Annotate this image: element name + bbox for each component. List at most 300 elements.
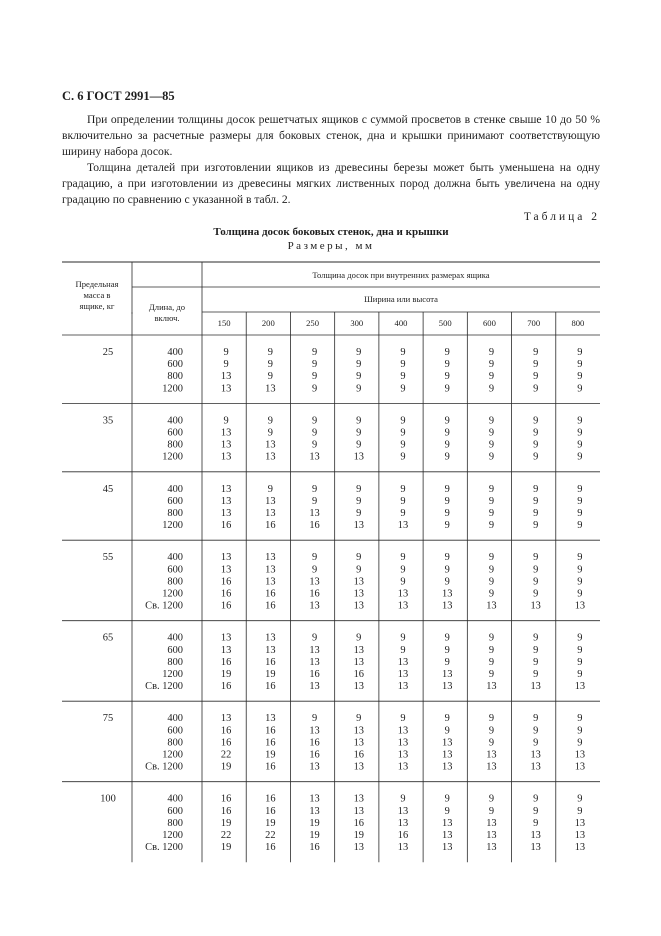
value-cell: 13 xyxy=(220,451,232,463)
value-cell: 9 xyxy=(533,359,539,371)
value-cell: 13 xyxy=(265,713,276,725)
value-cell: 9 xyxy=(577,576,583,588)
length-cell: 1200 xyxy=(162,830,183,841)
value-cell: 13 xyxy=(353,842,364,854)
value-cell: 9 xyxy=(533,656,539,668)
value-cell: 9 xyxy=(577,656,583,668)
length-cell: 800 xyxy=(167,817,183,829)
value-cell: 13 xyxy=(353,600,364,612)
value-cell: 9 xyxy=(577,632,583,644)
value-cell: 9 xyxy=(356,439,362,451)
value-cell: 13 xyxy=(309,761,320,773)
value-cell: 9 xyxy=(444,725,450,737)
value-cell: 13 xyxy=(353,656,364,668)
value-cell: 13 xyxy=(220,383,232,395)
value-cell: 13 xyxy=(530,749,541,761)
mass-cell-100: 100 xyxy=(100,793,116,805)
value-cell: 13 xyxy=(353,737,364,749)
value-cell: 9 xyxy=(400,347,406,358)
value-cell: 13 xyxy=(265,451,276,463)
value-cell: 9 xyxy=(311,564,318,576)
value-cell: 13 xyxy=(397,761,409,773)
value-cell: 9 xyxy=(444,644,450,656)
value-cell: 13 xyxy=(220,439,232,451)
value-cell: 9 xyxy=(444,495,450,507)
value-cell: 9 xyxy=(577,508,583,519)
value-cell: 13 xyxy=(574,842,586,854)
value-cell: 13 xyxy=(397,600,409,612)
value-cell: 13 xyxy=(309,508,320,519)
value-cell: 9 xyxy=(444,439,450,451)
value-cell: 9 xyxy=(444,793,450,805)
value-cell: 13 xyxy=(486,842,497,854)
value-cell: 13 xyxy=(397,520,409,532)
length-cell: 600 xyxy=(167,644,183,656)
value-cell: 13 xyxy=(486,761,497,773)
value-cell: 9 xyxy=(577,347,583,358)
value-cell: 13 xyxy=(353,520,364,532)
value-cell: 9 xyxy=(400,415,406,427)
value-cell: 9 xyxy=(356,564,362,576)
value-cell: 16 xyxy=(397,830,409,841)
value-cell: 9 xyxy=(488,669,495,680)
value-cell: 19 xyxy=(220,842,232,854)
length-cell: Св. 1200 xyxy=(145,842,183,854)
value-cell: 13 xyxy=(309,805,320,817)
value-cell: 9 xyxy=(488,632,495,644)
value-cell: 9 xyxy=(444,347,450,358)
value-cell: 13 xyxy=(265,552,276,564)
value-cell: 9 xyxy=(267,427,273,439)
value-cell: 13 xyxy=(265,439,276,451)
mass-header-line-3: ящике, кг xyxy=(79,301,115,311)
value-cell: 13 xyxy=(442,600,453,612)
value-cell: 9 xyxy=(444,552,450,564)
value-cell: 13 xyxy=(220,483,232,495)
value-cell: 9 xyxy=(533,588,539,600)
value-cell: 9 xyxy=(488,439,495,451)
value-cell: 9 xyxy=(533,483,539,495)
value-cell: 9 xyxy=(488,576,495,588)
value-cell: 13 xyxy=(397,681,409,693)
value-cell: 9 xyxy=(356,632,362,644)
value-cell: 16 xyxy=(265,737,276,749)
value-cell: 19 xyxy=(220,669,232,680)
value-cell: 9 xyxy=(311,483,318,495)
value-cell: 13 xyxy=(220,427,232,439)
value-cell: 9 xyxy=(533,520,539,532)
value-cell: 9 xyxy=(356,483,362,495)
value-cell: 9 xyxy=(400,793,406,805)
value-cell: 13 xyxy=(220,644,232,656)
value-cell: 22 xyxy=(220,830,232,841)
thickness-header: Толщина досок при внутренних размерах ящика xyxy=(312,270,490,280)
value-cell: 9 xyxy=(577,725,583,737)
value-cell: 16 xyxy=(353,817,364,829)
value-cell: 9 xyxy=(400,552,406,564)
value-cell: 9 xyxy=(400,451,406,463)
value-cell: 9 xyxy=(577,713,583,725)
value-cell: 13 xyxy=(353,725,364,737)
width-col-500: 500 xyxy=(438,318,452,328)
length-cell: 800 xyxy=(167,576,183,588)
value-cell: 9 xyxy=(577,552,583,564)
value-cell: 9 xyxy=(488,713,495,725)
length-cell: 400 xyxy=(167,793,183,805)
value-cell: 9 xyxy=(311,359,318,371)
value-cell: 16 xyxy=(309,588,320,600)
value-cell: 9 xyxy=(533,552,539,564)
value-cell: 16 xyxy=(309,737,320,749)
length-cell: 1200 xyxy=(162,669,183,680)
value-cell: 9 xyxy=(356,383,362,395)
length-cell: 1200 xyxy=(162,749,183,761)
value-cell: 9 xyxy=(488,805,495,817)
mass-cell-55: 55 xyxy=(102,552,114,564)
table-label: Таблица 2 xyxy=(523,211,600,223)
value-cell: 9 xyxy=(267,359,273,371)
value-cell: 13 xyxy=(442,669,453,680)
value-cell: 9 xyxy=(356,495,362,507)
value-cell: 9 xyxy=(311,713,318,725)
value-cell: 9 xyxy=(533,737,539,749)
value-cell: 19 xyxy=(309,830,320,841)
value-cell: 9 xyxy=(577,371,583,383)
value-cell: 13 xyxy=(309,681,320,693)
value-cell: 16 xyxy=(220,600,232,612)
value-cell: 9 xyxy=(488,644,495,656)
value-cell: 16 xyxy=(220,793,232,805)
value-cell: 22 xyxy=(220,749,232,761)
value-cell: 13 xyxy=(353,805,364,817)
value-cell: 9 xyxy=(444,371,450,383)
value-cell: 13 xyxy=(574,817,586,829)
value-cell: 9 xyxy=(533,669,539,680)
value-cell: 13 xyxy=(486,817,497,829)
value-cell: 9 xyxy=(444,805,450,817)
value-cell: 9 xyxy=(577,737,583,749)
value-cell: 9 xyxy=(267,483,273,495)
table-units: Размеры, мм xyxy=(287,240,375,252)
value-cell: 9 xyxy=(577,669,583,680)
value-cell: 9 xyxy=(577,451,583,463)
value-cell: 13 xyxy=(574,761,586,773)
value-cell: 13 xyxy=(486,681,497,693)
value-cell: 9 xyxy=(444,508,450,519)
value-cell: 9 xyxy=(577,520,583,532)
value-cell: 9 xyxy=(533,725,539,737)
value-cell: 9 xyxy=(400,713,406,725)
mass-cell-75: 75 xyxy=(102,713,114,725)
value-cell: 13 xyxy=(309,451,320,463)
length-cell: 1200 xyxy=(162,520,183,532)
value-cell: 13 xyxy=(397,737,409,749)
value-cell: 9 xyxy=(488,495,495,507)
value-cell: 9 xyxy=(577,644,583,656)
value-cell: 16 xyxy=(220,725,232,737)
length-cell: 400 xyxy=(167,552,183,564)
value-cell: 13 xyxy=(397,842,409,854)
value-cell: 13 xyxy=(353,761,364,773)
mass-header-line-1: Предельная xyxy=(75,279,119,289)
value-cell: 13 xyxy=(265,632,276,644)
value-cell: 9 xyxy=(488,347,495,358)
value-cell: 9 xyxy=(311,552,318,564)
value-cell: 9 xyxy=(267,415,273,427)
value-cell: 9 xyxy=(577,793,583,805)
value-cell: 13 xyxy=(397,805,409,817)
value-cell: 16 xyxy=(220,576,232,588)
value-cell: 19 xyxy=(265,749,276,761)
value-cell: 9 xyxy=(488,564,495,576)
value-cell: 13 xyxy=(220,713,232,725)
length-cell: 600 xyxy=(167,805,183,817)
value-cell: 19 xyxy=(265,669,276,680)
value-cell: 16 xyxy=(265,805,276,817)
width-col-600: 600 xyxy=(482,318,496,328)
value-cell: 9 xyxy=(400,371,406,383)
value-cell: 9 xyxy=(356,552,362,564)
length-cell: 800 xyxy=(167,508,183,519)
value-cell: 16 xyxy=(220,681,232,693)
value-cell: 9 xyxy=(444,564,450,576)
value-cell: 13 xyxy=(397,725,409,737)
value-cell: 9 xyxy=(444,359,450,371)
value-cell: 9 xyxy=(533,439,539,451)
value-cell: 9 xyxy=(533,564,539,576)
value-cell: 9 xyxy=(400,359,406,371)
length-cell: 400 xyxy=(167,632,183,644)
value-cell: 9 xyxy=(311,439,318,451)
value-cell: 13 xyxy=(442,681,453,693)
value-cell: 9 xyxy=(488,588,495,600)
value-cell: 9 xyxy=(577,805,583,817)
value-cell: 16 xyxy=(265,520,276,532)
value-cell: 13 xyxy=(353,644,364,656)
length-cell: 1200 xyxy=(162,588,183,600)
value-cell: 13 xyxy=(442,737,453,749)
value-cell: 9 xyxy=(488,520,495,532)
value-cell: 9 xyxy=(577,439,583,451)
value-cell: 13 xyxy=(309,793,320,805)
value-cell: 9 xyxy=(223,347,229,358)
width-col-200: 200 xyxy=(261,318,275,328)
value-cell: 9 xyxy=(577,564,583,576)
value-cell: 22 xyxy=(265,830,276,841)
value-cell: 19 xyxy=(220,761,232,773)
value-cell: 16 xyxy=(265,761,276,773)
mass-cell-65: 65 xyxy=(102,632,114,644)
value-cell: 9 xyxy=(356,427,362,439)
value-cell: 9 xyxy=(311,495,318,507)
value-cell: 9 xyxy=(311,415,318,427)
value-cell: 9 xyxy=(488,793,495,805)
value-cell: 13 xyxy=(397,656,409,668)
value-cell: 9 xyxy=(444,427,450,439)
value-cell: 9 xyxy=(400,439,406,451)
value-cell: 9 xyxy=(356,713,362,725)
value-cell: 9 xyxy=(400,495,406,507)
value-cell: 9 xyxy=(488,371,495,383)
length-cell: 600 xyxy=(167,495,183,507)
value-cell: 9 xyxy=(533,805,539,817)
value-cell: 9 xyxy=(488,552,495,564)
value-cell: 9 xyxy=(444,451,450,463)
value-cell: 9 xyxy=(400,644,406,656)
value-cell: 13 xyxy=(353,793,364,805)
length-cell: 600 xyxy=(167,427,183,439)
value-cell: 9 xyxy=(223,415,229,427)
length-cell: 600 xyxy=(167,564,183,576)
value-cell: 13 xyxy=(530,830,541,841)
value-cell: 13 xyxy=(220,564,232,576)
value-cell: 16 xyxy=(353,749,364,761)
paragraph-1: При определении толщины досок решетчатых ящиков с суммой просветов в стенке свыше 10 до 50 % включительно за расчетные размеры для боковых стенок, дна и крышки принимают соответствующую ширину набора досок. xyxy=(62,113,600,158)
value-cell: 9 xyxy=(533,451,539,463)
value-cell: 9 xyxy=(311,371,318,383)
value-cell: 13 xyxy=(530,681,541,693)
value-cell: 13 xyxy=(353,451,364,463)
value-cell: 9 xyxy=(488,656,495,668)
value-cell: 13 xyxy=(397,588,409,600)
value-cell: 16 xyxy=(265,793,276,805)
length-cell: Св. 1200 xyxy=(145,761,183,773)
value-cell: 16 xyxy=(265,842,276,854)
value-cell: 9 xyxy=(488,725,495,737)
value-cell: 13 xyxy=(265,564,276,576)
mass-cell-25: 25 xyxy=(102,347,114,358)
value-cell: 9 xyxy=(488,415,495,427)
value-cell: 13 xyxy=(442,830,453,841)
value-cell: 9 xyxy=(400,427,406,439)
width-col-250: 250 xyxy=(306,318,320,328)
length-cell: 800 xyxy=(167,439,183,451)
value-cell: 19 xyxy=(220,817,232,829)
value-cell: 13 xyxy=(220,371,232,383)
value-cell: 9 xyxy=(533,508,539,519)
value-cell: 13 xyxy=(265,576,276,588)
value-cell: 16 xyxy=(265,600,276,612)
value-cell: 13 xyxy=(530,842,541,854)
value-cell: 9 xyxy=(488,508,495,519)
value-cell: 13 xyxy=(309,644,320,656)
value-cell: 16 xyxy=(309,669,320,680)
value-cell: 9 xyxy=(223,359,229,371)
value-cell: 13 xyxy=(309,656,320,668)
value-cell: 13 xyxy=(574,600,586,612)
value-cell: 9 xyxy=(444,713,450,725)
value-cell: 9 xyxy=(577,383,583,395)
value-cell: 9 xyxy=(577,427,583,439)
length-cell: 400 xyxy=(167,483,183,495)
thickness-table xyxy=(62,0,600,936)
value-cell: 13 xyxy=(530,600,541,612)
length-cell: 1200 xyxy=(162,383,183,395)
value-cell: 9 xyxy=(356,415,362,427)
value-cell: 9 xyxy=(400,508,406,519)
value-cell: 9 xyxy=(577,415,583,427)
mass-cell-35: 35 xyxy=(102,415,114,427)
table-title: Толщина досок боковых стенок, дна и крышки xyxy=(213,226,449,238)
length-cell: 800 xyxy=(167,371,183,383)
value-cell: 13 xyxy=(265,495,276,507)
value-cell: 9 xyxy=(577,483,583,495)
value-cell: 9 xyxy=(533,713,539,725)
value-cell: 19 xyxy=(353,830,364,841)
value-cell: 13 xyxy=(220,552,232,564)
width-header: Ширина или высота xyxy=(364,294,438,304)
length-cell: 400 xyxy=(167,347,183,358)
value-cell: 16 xyxy=(220,520,232,532)
value-cell: 9 xyxy=(444,383,450,395)
value-cell: 16 xyxy=(309,842,320,854)
value-cell: 13 xyxy=(574,681,586,693)
length-cell: 800 xyxy=(167,737,183,749)
value-cell: 13 xyxy=(265,508,276,519)
value-cell: 9 xyxy=(444,576,450,588)
value-cell: 9 xyxy=(267,347,273,358)
value-cell: 13 xyxy=(265,644,276,656)
value-cell: 9 xyxy=(400,632,406,644)
length-cell: 800 xyxy=(167,656,183,668)
value-cell: 9 xyxy=(533,817,539,829)
value-cell: 9 xyxy=(533,383,539,395)
value-cell: 16 xyxy=(220,656,232,668)
value-cell: 13 xyxy=(220,495,232,507)
value-cell: 16 xyxy=(220,588,232,600)
length-cell: 1200 xyxy=(162,451,183,463)
width-col-300: 300 xyxy=(350,318,364,328)
value-cell: 13 xyxy=(309,600,320,612)
mass-header-line-2: масса в xyxy=(83,290,111,300)
length-cell: Св. 1200 xyxy=(145,600,183,612)
value-cell: 9 xyxy=(533,793,539,805)
value-cell: 9 xyxy=(356,347,362,358)
value-cell: 9 xyxy=(400,564,406,576)
value-cell: 13 xyxy=(397,749,409,761)
length-cell: 600 xyxy=(167,359,183,371)
value-cell: 13 xyxy=(353,681,364,693)
value-cell: 19 xyxy=(309,817,320,829)
value-cell: 9 xyxy=(444,656,450,668)
value-cell: 13 xyxy=(265,383,276,395)
value-cell: 9 xyxy=(356,359,362,371)
value-cell: 9 xyxy=(533,644,539,656)
value-cell: 13 xyxy=(309,725,320,737)
value-cell: 13 xyxy=(442,749,453,761)
length-cell: 400 xyxy=(167,415,183,427)
value-cell: 9 xyxy=(488,383,495,395)
value-cell: 13 xyxy=(220,508,232,519)
value-cell: 9 xyxy=(356,508,362,519)
value-cell: 16 xyxy=(265,725,276,737)
value-cell: 13 xyxy=(397,669,409,680)
value-cell: 9 xyxy=(311,347,318,358)
value-cell: 13 xyxy=(442,761,453,773)
value-cell: 9 xyxy=(311,427,318,439)
width-col-700: 700 xyxy=(527,318,541,328)
value-cell: 16 xyxy=(353,669,364,680)
value-cell: 9 xyxy=(311,632,318,644)
value-cell: 13 xyxy=(574,830,586,841)
value-cell: 13 xyxy=(442,817,453,829)
value-cell: 9 xyxy=(577,359,583,371)
length-cell: Св. 1200 xyxy=(145,681,183,693)
value-cell: 13 xyxy=(486,749,497,761)
value-cell: 9 xyxy=(533,415,539,427)
value-cell: 13 xyxy=(353,588,364,600)
value-cell: 9 xyxy=(533,427,539,439)
